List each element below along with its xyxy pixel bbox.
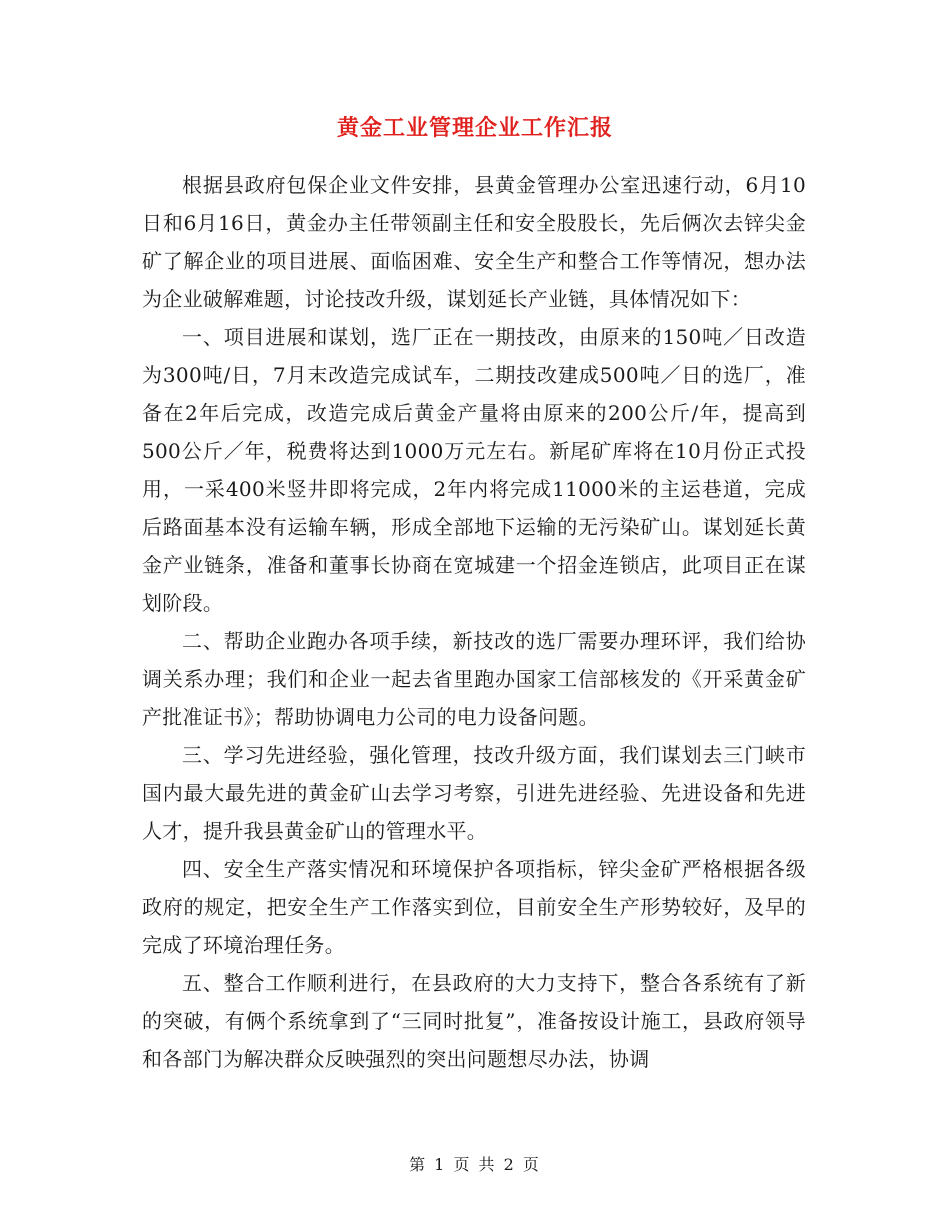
- paragraph-section-5: 五、整合工作顺利进行，在县政府的大力支持下，整合各系统有了新的突破，有俩个系统拿到了“三同时批复”，准备按设计施工，县政府领导和各部门为解决群众反映强烈的突出问题想尽办法，协调: [142, 971, 806, 1071]
- document-body: [142, 166, 806, 1078]
- paragraph-section-2: 二、帮助企业跑办各项手续，新技改的选厂需要办理环评，我们给协调关系办理；我们和企业一起去省里跑办国家工信部核发的《开采黄金矿产批准证书》；帮助协调电力公司的电力设备问题。: [142, 629, 806, 729]
- paragraph-section-4: 四、安全生产落实情况和环境保护各项指标，锌尖金矿严格根据各级政府的规定，把安全生产工作落实到位，目前安全生产形势较好，及早的完成了环境治理任务。: [142, 857, 806, 957]
- paragraph-section-3: 三、学习先进经验，强化管理，技改升级方面，我们谋划去三门峡市国内最大最先进的黄金矿山去学习考察，引进先进经验、先进设备和先进人才，提升我县黄金矿山的管理水平。: [142, 743, 806, 843]
- document-title: 黄金工业管理企业工作汇报: [336, 115, 613, 141]
- paragraph-intro: 根据县政府包保企业文件安排，县黄金管理办公室迅速行动，6月10日和6月16日，黄金办主任带领副主任和安全股股长，先后俩次去锌尖金矿了解企业的项目进展、面临困难、安全生产和整合工作等情况，想办法为企业破解难题，讨论技改升级，谋划延长产业链，具体情况如下：: [142, 173, 806, 311]
- page-footer: 第 1 页 共 2 页: [409, 1155, 541, 1174]
- paragraph-section-1: 一、项目进展和谋划，选厂正在一期技改，由原来的150吨／日改造为300吨/日，7月末改造完成试车，二期技改建成500吨／日的选厂，准备在2年后完成，改造完成后黄金产量将由原来的200公斤/年，提高到500公斤／年，税费将达到1000万元左右。新尾矿库将在10月份正式投用，一采400米竖井即将完成，2年内将完成11000米的主运巷道，完成后路面基本没有运输车辆，形成全部地下运输的无污染矿山。谋划延长黄金产业链条，准备和董事长协商在宽城建一个招金连锁店，此项目正在谋划阶段。: [142, 325, 806, 615]
